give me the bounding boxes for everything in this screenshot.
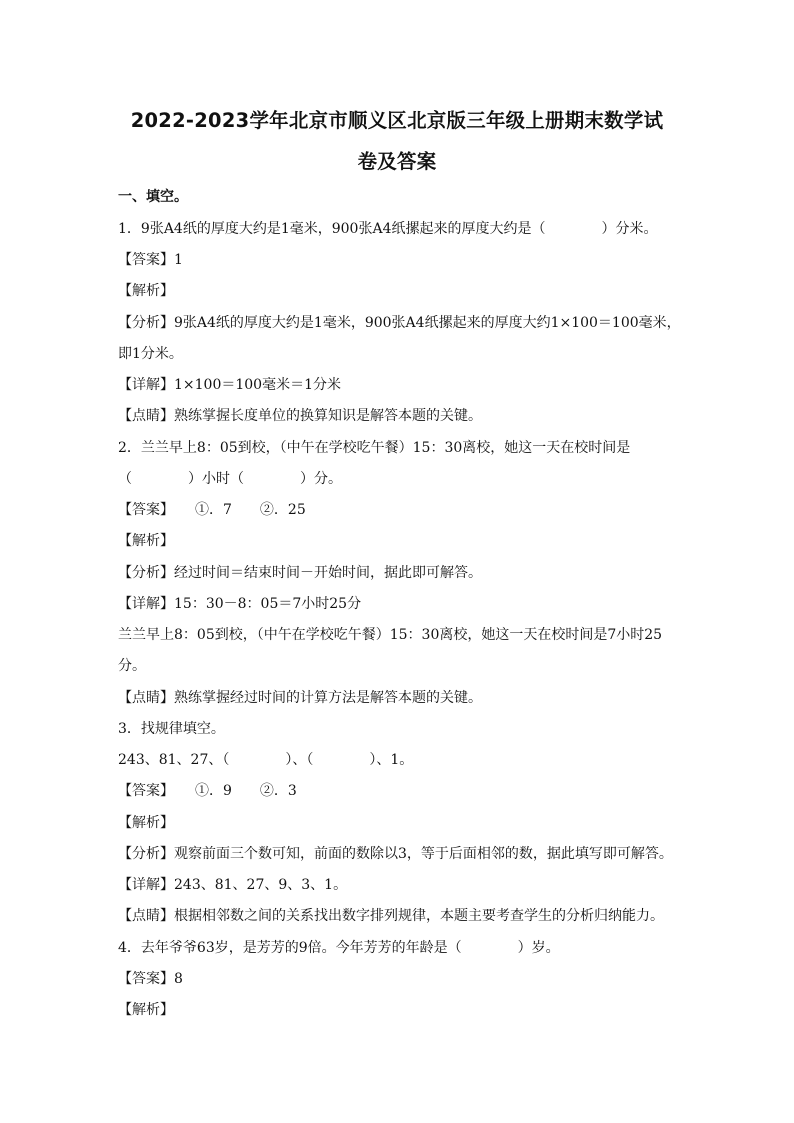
q3-dianjing: 【点睛】根据相邻数之间的关系找出数字排列规律，本题主要考查学生的分析归纳能力。 (118, 908, 664, 924)
q3-fenxi: 【分析】观察前面三个数可知，前面的数除以3，等于后面相邻的数，据此填写即可解答。 (118, 846, 673, 862)
q3-answer: 【答案】 ①．9 ②．3 (118, 783, 297, 799)
q4-question: 4．去年爷爷63岁，是芳芳的9倍。今年芳芳的年龄是（ ）岁。 (118, 940, 560, 956)
q2-answer: 【答案】 ①．7 ②．25 (118, 502, 306, 518)
q1-answer: 【答案】1 (118, 252, 183, 268)
q1-fenxi-line2: 即1分米。 (118, 346, 183, 362)
q3-detail: 【详解】243、81、27、9、3、1。 (118, 877, 348, 893)
q4-analysis-label: 【解析】 (118, 1002, 174, 1018)
q3-analysis-label: 【解析】 (118, 815, 174, 831)
q2-fenxi: 【分析】经过时间＝结束时间－开始时间，据此即可解答。 (118, 565, 482, 581)
q2-detail-line2: 兰兰早上8：05到校，（中午在学校吃午餐）15：30离校，她这一天在校时间是7小时25 (118, 627, 663, 643)
q2-detail-line3: 分。 (118, 658, 146, 674)
document-title-line1: 2022-2023学年北京市顺义区北京版三年级上册期末数学试 (130, 109, 664, 132)
q2-question-line2: （ ）小时（ ）分。 (118, 471, 342, 487)
q2-detail-line1: 【详解】15：30－8：05＝7小时25分 (118, 596, 362, 612)
q3-question: 3．找规律填空。 (118, 721, 225, 737)
q1-detail: 【详解】1×100＝100毫米＝1分米 (118, 377, 341, 393)
q1-dianjing: 【点睛】熟练掌握长度单位的换算知识是解答本题的关键。 (118, 408, 482, 424)
q1-analysis-label: 【解析】 (118, 283, 174, 299)
document-title-line2: 卷及答案 (357, 150, 437, 173)
q2-question-line1: 2．兰兰早上8：05到校，（中午在学校吃午餐）15：30离校，她这一天在校时间是 (118, 440, 631, 456)
section-heading: 一、填空。 (118, 189, 188, 205)
q3-sequence: 243、81、27、（ ）、（ ）、1。 (118, 752, 414, 768)
q4-answer: 【答案】8 (118, 971, 183, 987)
q1-question: 1．9张A4纸的厚度大约是1毫米，900张A4纸摞起来的厚度大约是（ ）分米。 (118, 221, 658, 237)
q2-analysis-label: 【解析】 (118, 533, 174, 549)
q1-fenxi-line1: 【分析】9张A4纸的厚度大约是1毫米，900张A4纸摞起来的厚度大约1×100＝100毫米， (118, 315, 681, 331)
q2-dianjing: 【点睛】熟练掌握经过时间的计算方法是解答本题的关键。 (118, 690, 482, 706)
